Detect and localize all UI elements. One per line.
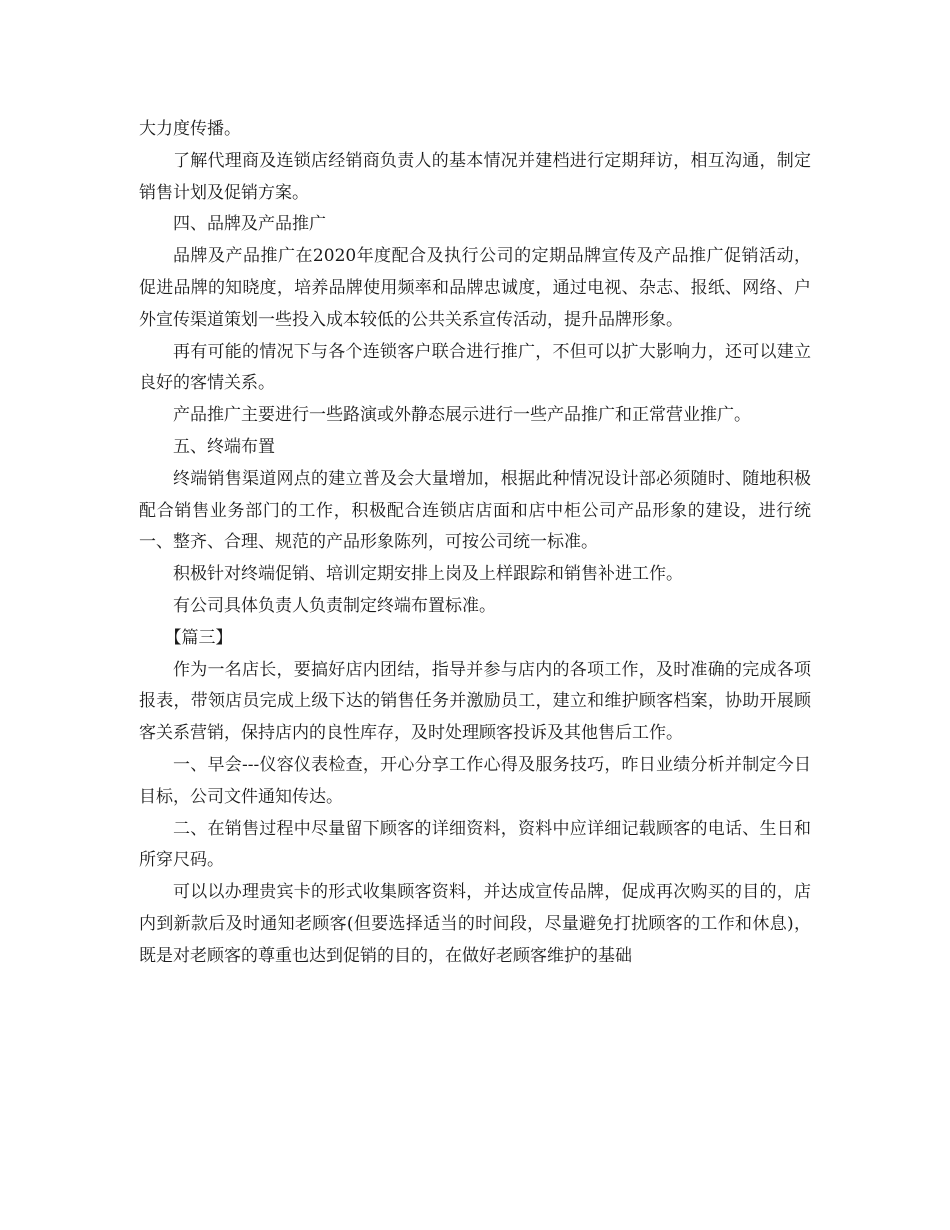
- paragraph-5: 产品推广主要进行一些路演或外静态展示进行一些产品推广和正常营业推广。: [173, 405, 751, 426]
- paragraph-9: 作为一名店长，要搞好店内团结，指导并参与店内的各项工作，及时准确的完成各项报表，带领店员完成上级下达的销售任务并激励员工，建立和维护顾客档案，协助开展顾客关系营销，保持店内的良性库存，及时处理顾客投诉及其他售后工作。: [139, 659, 811, 744]
- document-body: [139, 114, 811, 973]
- paragraph-3: 品牌及产品推广在2020年度配合及执行公司的定期品牌宣传及产品推广促销活动，促进品牌的知晓度，培养品牌使用频率和品牌忠诚度，通过电视、杂志、报纸、网络、户外宣传渠道策划一些投入成本较低的公共关系宣传活动，提升品牌形象。: [139, 246, 811, 330]
- paragraph-4: 再有可能的情况下与各个连锁客户联合进行推广，不但可以扩大影响力，还可以建立良好的客情关系。: [139, 341, 811, 394]
- paragraph-2: 了解代理商及连锁店经销商负责人的基本情况并建档进行定期拜访，相互沟通，制定销售计划及促销方案。: [139, 150, 811, 203]
- paragraph-1: 大力度传播。: [139, 119, 241, 139]
- paragraph-10: 一、早会---仪容仪表检查，开心分享工作心得及服务技巧，昨日业绩分析并制定今日目标，公司文件通知传达。: [139, 754, 811, 807]
- paragraph-11: 二、在销售过程中尽量留下顾客的详细资料，资料中应详细记载顾客的电话、生日和所穿尺码。: [139, 818, 811, 871]
- paragraph-8: 有公司具体负责人负责制定终端布置标准。: [173, 595, 496, 616]
- paragraph-12: 可以以办理贵宾卡的形式收集顾客资料，并达成宣传品牌，促成再次购买的目的，店内到新款后及时通知老顾客(但要选择适当的时间段，尽量避免打扰顾客的工作和休息)，既是对老顾客的尊重也达到促销的目的，在做好老顾客维护的基础: [139, 882, 811, 966]
- paragraph-6: 终端销售渠道网点的建立普及会大量增加，根据此种情况设计部必须随时、随地积极配合销售业务部门的工作，积极配合连锁店店面和店中柜公司产品形象的建设，进行统一、整齐、合理、规范的产品形象陈列，可按公司统一标准。: [139, 468, 811, 553]
- paragraph-7: 积极针对终端促销、培训定期安排上岗及上样跟踪和销售补进工作。: [173, 564, 683, 585]
- part-marker-3: 【篇三】: [164, 627, 233, 648]
- section-heading-4: 四、品牌及产品推广: [173, 214, 326, 235]
- section-heading-5: 五、终端布置: [173, 436, 275, 457]
